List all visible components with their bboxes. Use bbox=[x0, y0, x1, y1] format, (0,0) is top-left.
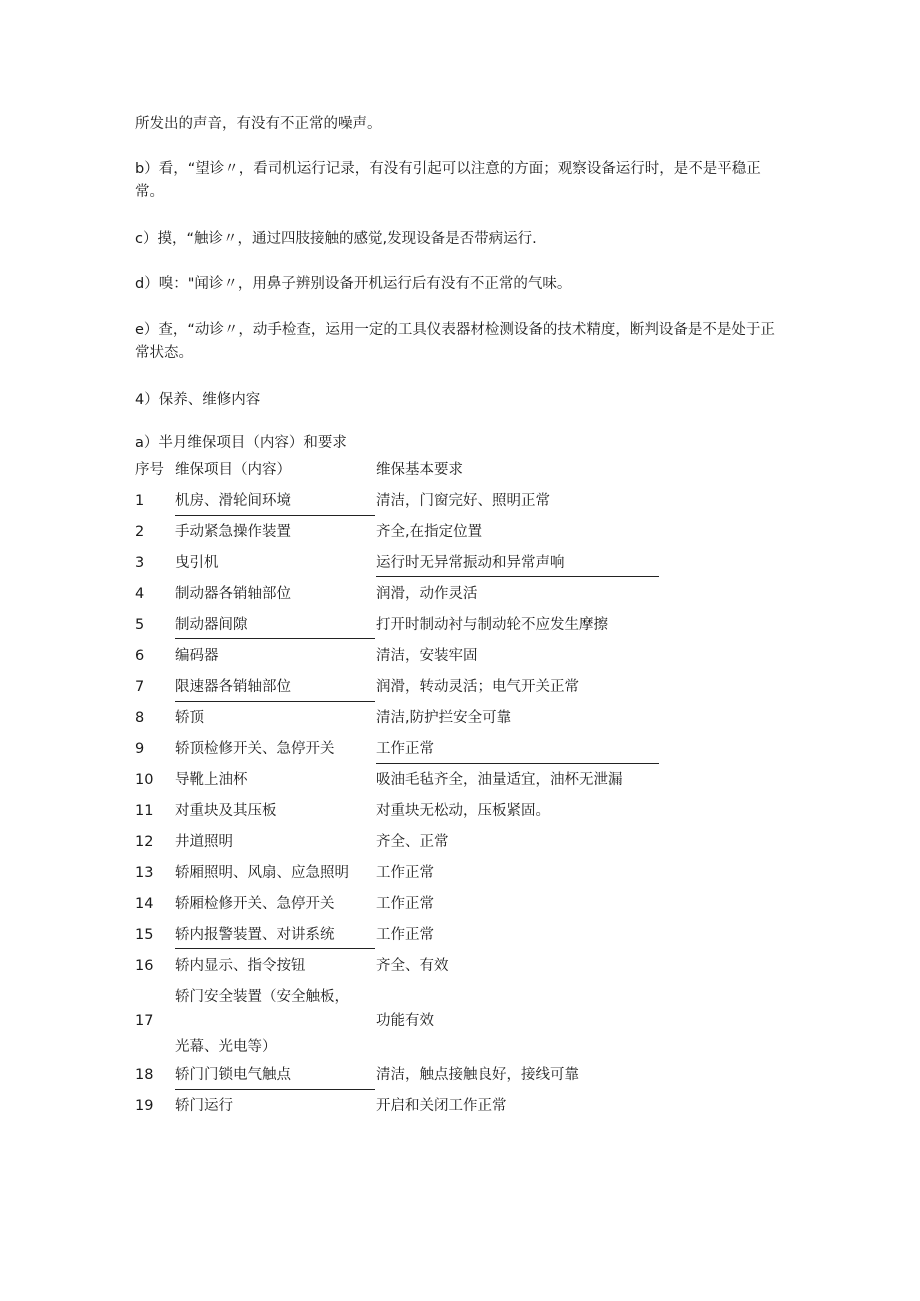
header-item: 维保项目（内容） bbox=[175, 462, 291, 478]
row-no: 7 bbox=[135, 679, 145, 695]
row-no: 10 bbox=[135, 772, 154, 788]
subsection-heading: a）半月维保项目（内容）和要求 bbox=[135, 435, 347, 451]
row-item: 曳引机 bbox=[175, 555, 219, 571]
row-req: 润滑，动作灵活 bbox=[376, 586, 478, 602]
row-req: 清洁，门窗完好、照明正常 bbox=[376, 493, 550, 509]
underline-rule bbox=[175, 948, 375, 949]
row-req: 清洁，安装牢固 bbox=[376, 648, 478, 664]
row-item: 轿内报警装置、对讲系统 bbox=[175, 927, 335, 943]
row-item: 制动器间隙 bbox=[175, 617, 248, 633]
paragraph-check: e）查，“动诊〃，动手检查，运用一定的工具仪表器材检测设备的技术精度，断判设备是不是处于正常状态。 bbox=[135, 322, 775, 361]
row-item: 轿厢检修开关、急停开关 bbox=[175, 896, 335, 912]
row-item: 轿顶 bbox=[175, 710, 204, 726]
row-no: 18 bbox=[135, 1067, 154, 1083]
row-no: 4 bbox=[135, 586, 145, 602]
row-no: 19 bbox=[135, 1098, 154, 1114]
row-no: 8 bbox=[135, 710, 145, 726]
row-req: 开启和关闭工作正常 bbox=[376, 1098, 507, 1114]
row-no: 17 bbox=[135, 1013, 154, 1029]
row-item: 限速器各销轴部位 bbox=[175, 679, 291, 695]
underline-rule bbox=[175, 638, 375, 639]
row-req: 打开时制动衬与制动轮不应发生摩擦 bbox=[376, 617, 608, 633]
row-no: 2 bbox=[135, 524, 145, 540]
row-item: 轿门门锁电气触点 bbox=[175, 1067, 291, 1083]
row-req: 清洁，触点接触良好，接线可靠 bbox=[376, 1067, 579, 1083]
row-item: 编码器 bbox=[175, 648, 219, 664]
row-item: 制动器各销轴部位 bbox=[175, 586, 291, 602]
row-no: 13 bbox=[135, 865, 154, 881]
row-req: 功能有效 bbox=[376, 1013, 434, 1029]
row-req: 工作正常 bbox=[376, 865, 434, 881]
row-item-line2: 光幕、光电等） bbox=[175, 1039, 277, 1055]
row-req: 齐全、有效 bbox=[376, 958, 449, 974]
row-no: 11 bbox=[135, 803, 154, 819]
row-no: 1 bbox=[135, 493, 145, 509]
row-no: 3 bbox=[135, 555, 145, 571]
row-req: 清洁,防护拦安全可靠 bbox=[376, 710, 512, 726]
paragraph-smell: d）嗅："闻诊〃，用鼻子辨别设备开机运行后有没有不正常的气味。 bbox=[135, 276, 572, 292]
underline-rule bbox=[175, 515, 375, 516]
row-no: 12 bbox=[135, 834, 154, 850]
row-item: 轿厢照明、风扇、应急照明 bbox=[175, 865, 349, 881]
underline-rule bbox=[175, 701, 375, 702]
header-req: 维保基本要求 bbox=[376, 462, 463, 478]
row-no: 16 bbox=[135, 958, 154, 974]
row-item: 导靴上油杯 bbox=[175, 772, 248, 788]
row-item: 轿门运行 bbox=[175, 1098, 233, 1114]
row-req: 工作正常 bbox=[376, 927, 434, 943]
row-item: 井道照明 bbox=[175, 834, 233, 850]
underline-rule bbox=[376, 576, 659, 577]
row-item: 轿内显示、指令按钮 bbox=[175, 958, 306, 974]
row-no: 5 bbox=[135, 617, 145, 633]
row-no: 6 bbox=[135, 648, 145, 664]
row-req: 齐全,在指定位置 bbox=[376, 524, 483, 540]
row-item-line1: 轿门安全装置（安全触板， bbox=[175, 989, 349, 1005]
section-heading: 4）保养、维修内容 bbox=[135, 392, 261, 408]
row-no: 15 bbox=[135, 927, 154, 943]
row-item: 机房、滑轮间环境 bbox=[175, 493, 291, 509]
row-no: 14 bbox=[135, 896, 154, 912]
row-req: 吸油毛毡齐全，油量适宜，油杯无泄漏 bbox=[376, 772, 623, 788]
paragraph-look: b）看，“望诊〃，看司机运行记录，有没有引起可以注意的方面；观察设备运行时，是不是平稳正常。 bbox=[135, 161, 761, 200]
row-req: 工作正常 bbox=[376, 741, 434, 757]
row-item: 对重块及其压板 bbox=[175, 803, 277, 819]
row-no: 9 bbox=[135, 741, 145, 757]
row-req: 润滑，转动灵活；电气开关正常 bbox=[376, 679, 579, 695]
paragraph-intro-end: 所发出的声音，有没有不正常的噪声。 bbox=[135, 116, 382, 132]
row-item: 手动紧急操作装置 bbox=[175, 524, 291, 540]
row-req: 齐全、正常 bbox=[376, 834, 449, 850]
row-req: 工作正常 bbox=[376, 896, 434, 912]
paragraph-touch: c）摸，“触诊〃，通过四肢接触的感觉,发现设备是否带病运行. bbox=[135, 231, 537, 247]
row-item: 轿顶检修开关、急停开关 bbox=[175, 741, 335, 757]
row-req: 对重块无松动，压板紧固。 bbox=[376, 803, 550, 819]
header-no: 序号 bbox=[135, 462, 164, 478]
underline-rule bbox=[175, 1089, 375, 1090]
row-req: 运行时无异常振动和异常声响 bbox=[376, 555, 565, 571]
underline-rule bbox=[376, 763, 659, 764]
